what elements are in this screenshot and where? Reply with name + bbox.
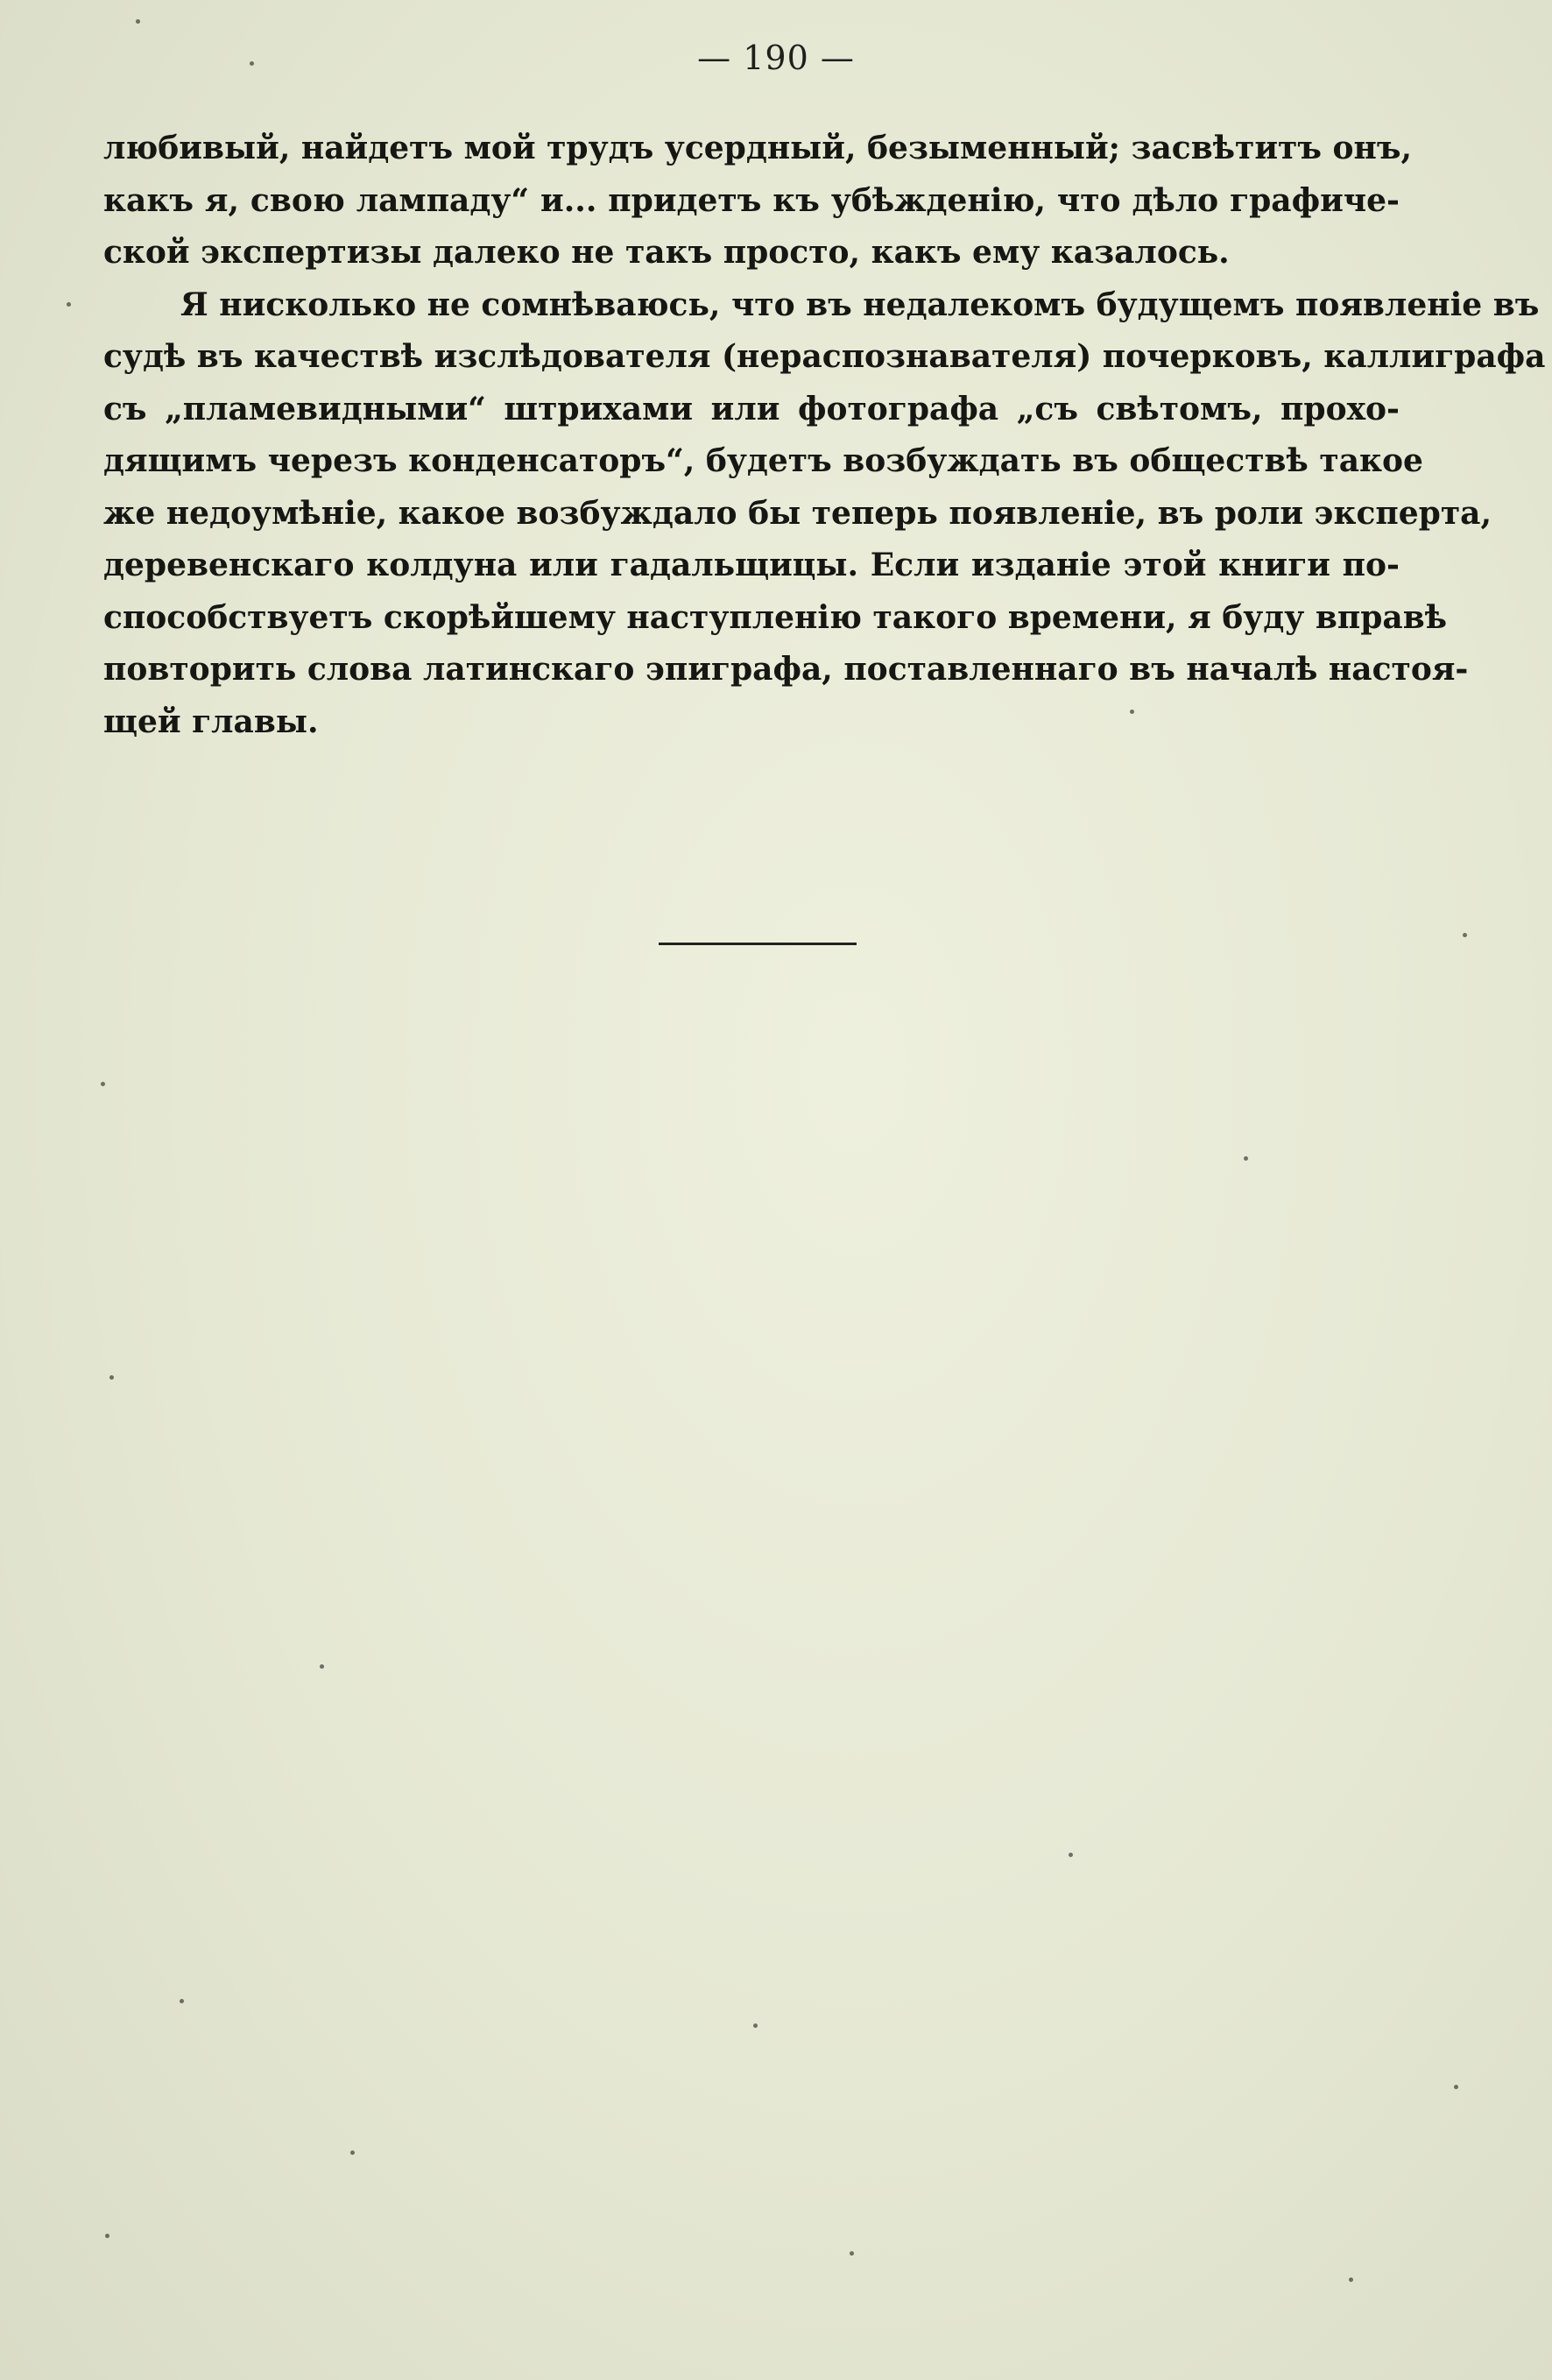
paper-speck <box>850 2251 854 2256</box>
paper-speck <box>1069 1853 1073 1857</box>
paper-speck <box>320 1664 324 1669</box>
paragraph-conclusion <box>103 279 1546 749</box>
section-divider-rule <box>659 943 857 945</box>
body-text <box>103 123 1546 748</box>
paragraph-continuation <box>103 123 1413 279</box>
paper-speck <box>1349 2278 1353 2282</box>
text-line: ской экспертизы далеко не такъ просто, какъ ему казалось. <box>103 234 1230 271</box>
text-line: съ „пламевидными“ штрихами или фотографа „съ свѣтомъ, прохо- <box>103 390 1400 427</box>
paper-speck <box>1463 933 1467 937</box>
paper-speck <box>180 1999 184 2003</box>
text-line: дящимъ черезъ конденсаторъ“, будетъ возбуждать въ обществѣ такое <box>103 442 1423 479</box>
paper-speck <box>136 19 140 24</box>
text-line: повторить слова латинскаго эпиграфа, поставленнаго въ началѣ настоя- <box>103 651 1469 688</box>
paper-speck <box>250 61 254 66</box>
text-line: судѣ въ качествѣ изслѣдователя (нераспознавателя) почерковъ, каллиграфа <box>103 338 1546 375</box>
paper-speck <box>109 1375 114 1380</box>
text-line: любивый, найдетъ мой трудъ усердный, безыменный; засвѣтитъ онъ, <box>103 130 1413 166</box>
text-line: деревенскаго колдуна или гадальщицы. Если изданіе этой книги по- <box>103 547 1400 583</box>
paper-speck <box>101 1082 105 1086</box>
text-line: какъ я, свою лампаду“ и... придетъ къ убѣжденію, что дѣло графиче- <box>103 181 1400 219</box>
paper-speck <box>1244 1156 1248 1161</box>
text-line: щей главы. <box>103 703 319 740</box>
paper-speck <box>1130 710 1134 714</box>
text-line: способствуетъ скорѣйшему наступленію такого времени, я буду вправѣ <box>103 598 1448 636</box>
paper-speck <box>105 2234 109 2238</box>
paper-speck <box>753 2023 758 2028</box>
paper-speck <box>67 302 71 307</box>
paper-speck <box>350 2150 355 2155</box>
paper-speck <box>1454 2085 1458 2089</box>
text-line: же недоумѣніе, какое возбуждало бы теперь появленіе, въ роли эксперта, <box>103 494 1492 532</box>
page-number: — 190 — <box>697 39 855 77</box>
text-line: Я нисколько не сомнѣваюсь, что въ недалекомъ будущемъ появленіе въ <box>180 286 1540 323</box>
